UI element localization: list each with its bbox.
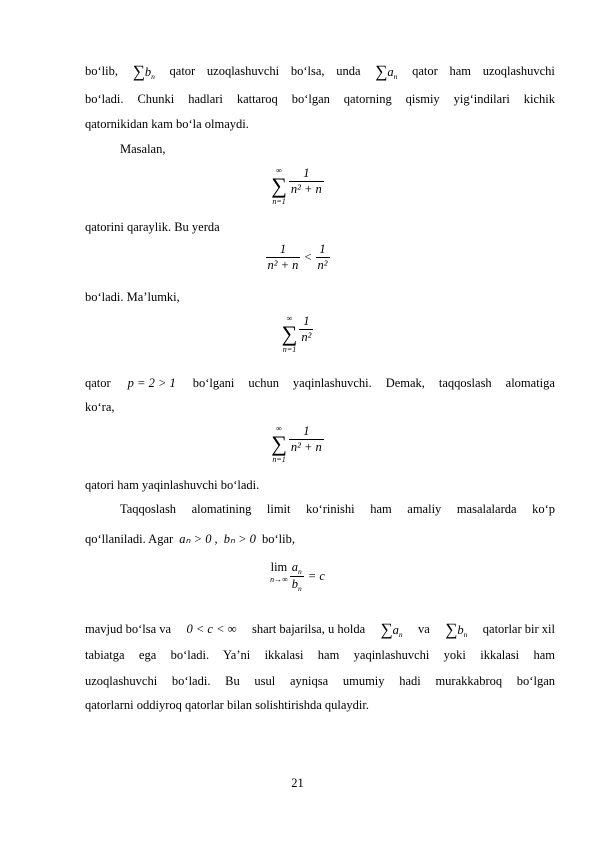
text: taqqoslash (438, 376, 492, 390)
text: bo‘lib, (85, 64, 118, 78)
paragraph-line-3: qatornikidan kam bo‘la olmaydi. (85, 117, 249, 131)
text: va (418, 622, 430, 636)
sum-symbol: ∞ ∑ n=1 (281, 314, 298, 354)
fraction: $\frac{1}{\text{n² + n}}$ (290, 166, 322, 196)
text: ham (449, 64, 471, 78)
fraction: $\frac{1}{\text{n² + n}}$ (290, 424, 322, 454)
paragraph-line-13: tabiatga ega bo‘ladi. Ya’ni ikkalasi ham yaqinlashuvchi yoki ikkalasi ham (85, 648, 555, 662)
paragraph-line-10: Taqqoslash alomatining limit ko‘rinishi ham amaliy masalalarda ko‘p (120, 502, 555, 516)
limit-operator: lim n→∞ (270, 560, 288, 584)
paragraph-line-2: bo‘ladi. Chunki hadlari kattaroq bo‘lgan qatorning qismiy yig‘indilari kichik (85, 92, 555, 106)
paragraph-line-15: qatorlarni oddiyroq qatorlar bilan solishtirishda qulaydir. (85, 698, 369, 712)
page-number: 21 (291, 776, 304, 790)
less-than: < (304, 250, 312, 264)
c-condition-formula: 0 < c < ∞ (186, 622, 237, 636)
text: unda (336, 64, 361, 78)
fraction: $\frac{a_n}{b_n}$ (291, 560, 302, 593)
text: qatorlar bir xil (482, 622, 555, 636)
text: bo‘lib, (262, 532, 295, 546)
equals-c: = c (307, 569, 325, 583)
text: uchun (248, 376, 279, 390)
fraction-left: $\frac{1}{\text{n² + n}}$ (267, 242, 299, 272)
paragraph-line-8: ko‘ra, (85, 400, 115, 414)
text: uzoqlashuvchi (482, 64, 555, 78)
an-positive-formula: aₙ > 0 (179, 532, 212, 546)
sum-symbol: ∞ ∑ n=1 (271, 166, 287, 206)
equation-inequality (0, 242, 595, 273)
paragraph-line-5: qatorini qaraylik. Bu yerda (85, 220, 220, 234)
paragraph-line-12 (85, 620, 555, 638)
text: , (214, 532, 218, 546)
text: shart bajarilsa, u holda (251, 622, 366, 636)
text: Demak, (385, 376, 425, 390)
paragraph-line-1 (85, 62, 555, 80)
text: alomatiga (505, 376, 555, 390)
equation-series-1 (0, 166, 595, 206)
text: qator (85, 376, 111, 390)
bn-positive-formula: bₙ > 0 (223, 532, 256, 546)
sum-an-formula: $\sum a_n$ (375, 62, 398, 81)
text: qator (169, 64, 196, 78)
equation-limit (0, 560, 595, 593)
fraction-right: $\frac{1}{\text{n²}}$ (317, 242, 328, 272)
text: mavjud bo‘lsa va (85, 622, 172, 636)
paragraph-line-11 (85, 530, 555, 548)
text: qo‘llaniladi. Agar (85, 532, 174, 546)
text: yaqinlashuvchi. (292, 376, 372, 390)
paragraph-line-4: Masalan, (120, 142, 166, 156)
text: qator (412, 64, 438, 78)
paragraph-line-14: uzoqlashuvchi bo‘ladi. Bu usul ayniqsa umumiy hadi murakkabroq bo‘lgan (85, 674, 555, 688)
sum-bn-formula: $\sum b_n$ (445, 620, 468, 639)
p-condition-formula: p = 2 > 1 (127, 376, 176, 390)
text: uzoqlashuvchi (206, 64, 280, 78)
sum-bn-formula: $\sum b_n$ (132, 62, 155, 81)
text: bo‘lgani (192, 376, 235, 390)
paragraph-line-9: qatori ham yaqinlashuvchi bo‘ladi. (85, 478, 260, 492)
sum-symbol: ∞ ∑ n=1 (271, 424, 287, 464)
equation-series-2 (0, 314, 595, 354)
text: bo‘lsa, (290, 64, 325, 78)
paragraph-line-7 (85, 374, 555, 392)
sum-an-formula: $\sum a_n$ (380, 620, 403, 639)
equation-series-3 (0, 424, 595, 464)
paragraph-line-6: bo‘ladi. Ma’lumki, (85, 290, 180, 304)
fraction: $\frac{1}{\text{n²}}$ (301, 314, 312, 344)
